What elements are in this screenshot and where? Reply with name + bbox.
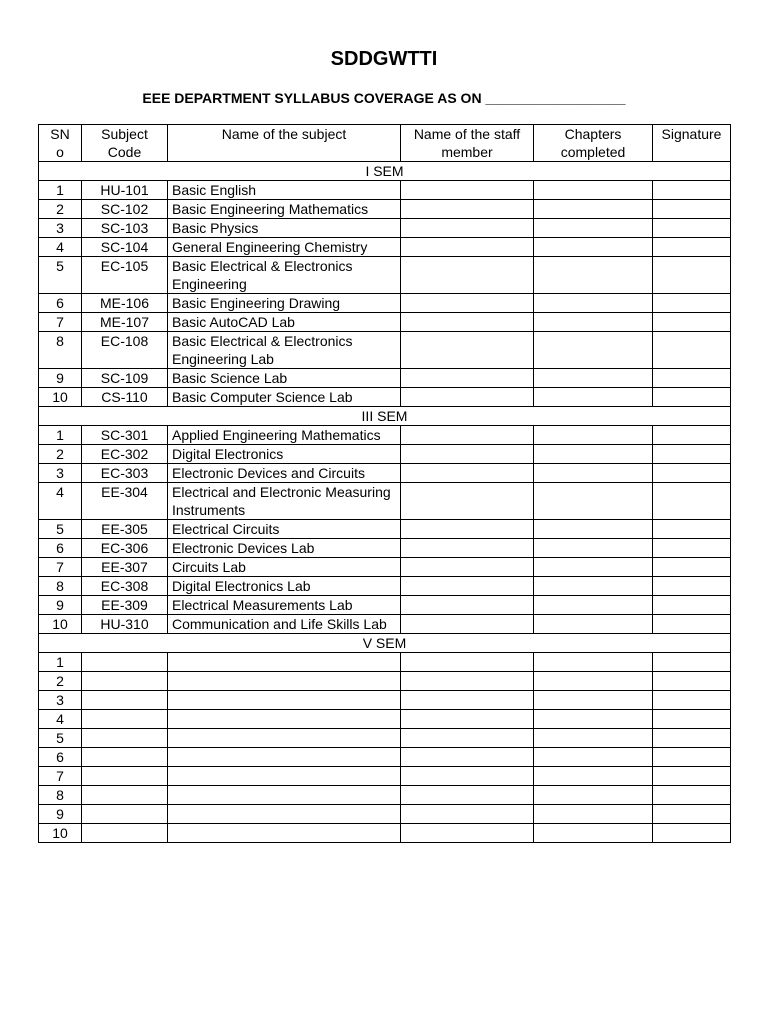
header-staff-name: Name of the staff member: [401, 125, 534, 162]
chapters-completed-cell: [534, 238, 653, 257]
table-row: [39, 483, 731, 520]
chapters-completed-cell: [534, 313, 653, 332]
subject-code-cell: ME-107: [82, 313, 168, 332]
table-row: [39, 464, 731, 483]
table-row: [39, 313, 731, 332]
staff-name-cell: [401, 786, 534, 805]
table-row: [39, 729, 731, 748]
sno-cell: 7: [39, 767, 82, 786]
header-chapters-completed: Chapters completed: [534, 125, 653, 162]
subject-code-cell: SC-301: [82, 426, 168, 445]
subject-name-cell: Electronic Devices Lab: [168, 539, 401, 558]
table-row: [39, 767, 731, 786]
staff-name-cell: [401, 219, 534, 238]
signature-cell: [653, 710, 731, 729]
chapters-completed-cell: [534, 332, 653, 369]
subject-name-cell: Basic Electrical & Electronics Engineering: [168, 257, 401, 294]
subject-code-cell: [82, 672, 168, 691]
section-row: [39, 634, 731, 653]
sno-cell: 2: [39, 445, 82, 464]
signature-cell: [653, 729, 731, 748]
sno-cell: 8: [39, 786, 82, 805]
chapters-completed-cell: [534, 615, 653, 634]
subject-name-cell: Applied Engineering Mathematics: [168, 426, 401, 445]
staff-name-cell: [401, 388, 534, 407]
signature-cell: [653, 691, 731, 710]
sno-cell: 2: [39, 672, 82, 691]
sno-cell: 10: [39, 388, 82, 407]
signature-cell: [653, 558, 731, 577]
table-row: [39, 200, 731, 219]
table-row: [39, 369, 731, 388]
staff-name-cell: [401, 181, 534, 200]
chapters-completed-cell: [534, 672, 653, 691]
staff-name-cell: [401, 729, 534, 748]
sno-cell: 9: [39, 805, 82, 824]
table-row: [39, 653, 731, 672]
table-row: [39, 786, 731, 805]
subject-code-cell: [82, 805, 168, 824]
subject-code-cell: EC-306: [82, 539, 168, 558]
table-body: [39, 162, 731, 843]
chapters-completed-cell: [534, 558, 653, 577]
subject-code-cell: HU-101: [82, 181, 168, 200]
chapters-completed-cell: [534, 200, 653, 219]
table-row: [39, 539, 731, 558]
subject-code-cell: [82, 710, 168, 729]
staff-name-cell: [401, 672, 534, 691]
subject-code-cell: SC-104: [82, 238, 168, 257]
signature-cell: [653, 520, 731, 539]
subject-name-cell: [168, 767, 401, 786]
staff-name-cell: [401, 483, 534, 520]
staff-name-cell: [401, 710, 534, 729]
section-label: III SEM: [39, 407, 731, 426]
sno-cell: 4: [39, 483, 82, 520]
sno-cell: 9: [39, 596, 82, 615]
sno-cell: 7: [39, 313, 82, 332]
signature-cell: [653, 805, 731, 824]
sno-cell: 10: [39, 615, 82, 634]
signature-cell: [653, 824, 731, 843]
subject-code-cell: EE-307: [82, 558, 168, 577]
staff-name-cell: [401, 653, 534, 672]
subject-name-cell: Digital Electronics Lab: [168, 577, 401, 596]
staff-name-cell: [401, 691, 534, 710]
sno-cell: 5: [39, 257, 82, 294]
chapters-completed-cell: [534, 369, 653, 388]
subject-code-cell: [82, 824, 168, 843]
section-label: I SEM: [39, 162, 731, 181]
signature-cell: [653, 181, 731, 200]
chapters-completed-cell: [534, 710, 653, 729]
staff-name-cell: [401, 464, 534, 483]
table-row: [39, 388, 731, 407]
table-row: [39, 257, 731, 294]
subject-code-cell: [82, 786, 168, 805]
signature-cell: [653, 426, 731, 445]
sno-cell: 8: [39, 577, 82, 596]
table-row: [39, 577, 731, 596]
sno-cell: 9: [39, 369, 82, 388]
document-title: SDDGWTTI: [330, 48, 438, 70]
chapters-completed-cell: [534, 748, 653, 767]
chapters-completed-cell: [534, 786, 653, 805]
subject-code-cell: [82, 767, 168, 786]
header-signature: Signature: [653, 125, 731, 162]
chapters-completed-cell: [534, 653, 653, 672]
subject-name-cell: Electrical and Electronic Measuring Instruments: [168, 483, 401, 520]
section-label: V SEM: [39, 634, 731, 653]
chapters-completed-cell: [534, 294, 653, 313]
table-row: [39, 558, 731, 577]
chapters-completed-cell: [534, 729, 653, 748]
chapters-completed-cell: [534, 577, 653, 596]
chapters-completed-cell: [534, 464, 653, 483]
table-row: [39, 748, 731, 767]
subject-code-cell: EC-302: [82, 445, 168, 464]
signature-cell: [653, 596, 731, 615]
signature-cell: [653, 219, 731, 238]
signature-cell: [653, 577, 731, 596]
signature-cell: [653, 653, 731, 672]
staff-name-cell: [401, 257, 534, 294]
header-subject-name: Name of the subject: [168, 125, 401, 162]
chapters-completed-cell: [534, 483, 653, 520]
subject-code-cell: EE-305: [82, 520, 168, 539]
staff-name-cell: [401, 313, 534, 332]
table-row: [39, 445, 731, 464]
subject-name-cell: [168, 691, 401, 710]
staff-name-cell: [401, 558, 534, 577]
section-row: [39, 407, 731, 426]
chapters-completed-cell: [534, 257, 653, 294]
sno-cell: 5: [39, 520, 82, 539]
chapters-completed-cell: [534, 520, 653, 539]
table-row: [39, 672, 731, 691]
staff-name-cell: [401, 200, 534, 219]
subject-name-cell: [168, 748, 401, 767]
table-row: [39, 596, 731, 615]
table-row: [39, 426, 731, 445]
table-row: [39, 824, 731, 843]
subject-code-cell: SC-109: [82, 369, 168, 388]
staff-name-cell: [401, 520, 534, 539]
subject-code-cell: EE-304: [82, 483, 168, 520]
staff-name-cell: [401, 748, 534, 767]
subject-code-cell: EC-108: [82, 332, 168, 369]
sno-cell: 4: [39, 710, 82, 729]
chapters-completed-cell: [534, 445, 653, 464]
signature-cell: [653, 672, 731, 691]
subject-code-cell: EE-309: [82, 596, 168, 615]
sno-cell: 1: [39, 181, 82, 200]
document-subtitle: EEE DEPARTMENT SYLLABUS COVERAGE AS ON __________________: [142, 90, 626, 106]
subject-name-cell: General Engineering Chemistry: [168, 238, 401, 257]
subject-code-cell: [82, 729, 168, 748]
staff-name-cell: [401, 445, 534, 464]
subject-name-cell: [168, 805, 401, 824]
chapters-completed-cell: [534, 805, 653, 824]
table-row: [39, 615, 731, 634]
signature-cell: [653, 464, 731, 483]
signature-cell: [653, 388, 731, 407]
chapters-completed-cell: [534, 426, 653, 445]
sno-cell: 6: [39, 539, 82, 558]
header-sno: SN o: [39, 125, 82, 162]
staff-name-cell: [401, 369, 534, 388]
table-row: [39, 691, 731, 710]
signature-cell: [653, 257, 731, 294]
sno-cell: 7: [39, 558, 82, 577]
subject-name-cell: Electrical Measurements Lab: [168, 596, 401, 615]
subject-name-cell: Basic Engineering Drawing: [168, 294, 401, 313]
table-row: [39, 710, 731, 729]
signature-cell: [653, 483, 731, 520]
table-row: [39, 520, 731, 539]
staff-name-cell: [401, 294, 534, 313]
chapters-completed-cell: [534, 596, 653, 615]
subject-name-cell: [168, 729, 401, 748]
signature-cell: [653, 369, 731, 388]
sno-cell: 6: [39, 294, 82, 313]
signature-cell: [653, 445, 731, 464]
sno-cell: 2: [39, 200, 82, 219]
subject-code-cell: HU-310: [82, 615, 168, 634]
subject-code-cell: EC-308: [82, 577, 168, 596]
signature-cell: [653, 294, 731, 313]
chapters-completed-cell: [534, 388, 653, 407]
chapters-completed-cell: [534, 767, 653, 786]
subject-name-cell: Digital Electronics: [168, 445, 401, 464]
subject-name-cell: Basic AutoCAD Lab: [168, 313, 401, 332]
sno-cell: 6: [39, 748, 82, 767]
table-row: [39, 332, 731, 369]
sno-cell: 10: [39, 824, 82, 843]
subject-name-cell: Circuits Lab: [168, 558, 401, 577]
signature-cell: [653, 786, 731, 805]
staff-name-cell: [401, 332, 534, 369]
subject-name-cell: [168, 786, 401, 805]
sno-cell: 1: [39, 653, 82, 672]
subject-code-cell: SC-103: [82, 219, 168, 238]
subject-code-cell: EC-105: [82, 257, 168, 294]
signature-cell: [653, 539, 731, 558]
chapters-completed-cell: [534, 539, 653, 558]
sno-cell: 3: [39, 464, 82, 483]
subject-name-cell: [168, 672, 401, 691]
table-row: [39, 219, 731, 238]
sno-cell: 1: [39, 426, 82, 445]
subject-name-cell: [168, 710, 401, 729]
staff-name-cell: [401, 426, 534, 445]
staff-name-cell: [401, 824, 534, 843]
staff-name-cell: [401, 767, 534, 786]
subject-name-cell: Electronic Devices and Circuits: [168, 464, 401, 483]
sno-cell: 4: [39, 238, 82, 257]
table-row: [39, 238, 731, 257]
signature-cell: [653, 615, 731, 634]
header-row: [39, 125, 731, 162]
subject-name-cell: Basic Engineering Mathematics: [168, 200, 401, 219]
subject-name-cell: Communication and Life Skills Lab: [168, 615, 401, 634]
subject-name-cell: Basic Physics: [168, 219, 401, 238]
signature-cell: [653, 200, 731, 219]
subject-code-cell: [82, 691, 168, 710]
header-subject-code: Subject Code: [82, 125, 168, 162]
table-row: [39, 805, 731, 824]
subject-name-cell: Basic Computer Science Lab: [168, 388, 401, 407]
chapters-completed-cell: [534, 219, 653, 238]
sno-cell: 3: [39, 219, 82, 238]
table-row: [39, 294, 731, 313]
subject-code-cell: [82, 748, 168, 767]
chapters-completed-cell: [534, 824, 653, 843]
subject-name-cell: Basic Electrical & Electronics Engineering Lab: [168, 332, 401, 369]
signature-cell: [653, 332, 731, 369]
syllabus-table: [38, 124, 731, 843]
signature-cell: [653, 767, 731, 786]
table-row: [39, 181, 731, 200]
staff-name-cell: [401, 577, 534, 596]
signature-cell: [653, 238, 731, 257]
staff-name-cell: [401, 596, 534, 615]
subject-name-cell: Basic English: [168, 181, 401, 200]
subject-name-cell: Basic Science Lab: [168, 369, 401, 388]
subject-name-cell: [168, 653, 401, 672]
subject-code-cell: EC-303: [82, 464, 168, 483]
subject-name-cell: Electrical Circuits: [168, 520, 401, 539]
subject-code-cell: SC-102: [82, 200, 168, 219]
chapters-completed-cell: [534, 691, 653, 710]
staff-name-cell: [401, 615, 534, 634]
subject-code-cell: CS-110: [82, 388, 168, 407]
staff-name-cell: [401, 805, 534, 824]
subject-code-cell: [82, 653, 168, 672]
staff-name-cell: [401, 238, 534, 257]
signature-cell: [653, 748, 731, 767]
subject-name-cell: [168, 824, 401, 843]
chapters-completed-cell: [534, 181, 653, 200]
staff-name-cell: [401, 539, 534, 558]
sno-cell: 5: [39, 729, 82, 748]
sno-cell: 3: [39, 691, 82, 710]
section-row: [39, 162, 731, 181]
signature-cell: [653, 313, 731, 332]
sno-cell: 8: [39, 332, 82, 369]
subject-code-cell: ME-106: [82, 294, 168, 313]
